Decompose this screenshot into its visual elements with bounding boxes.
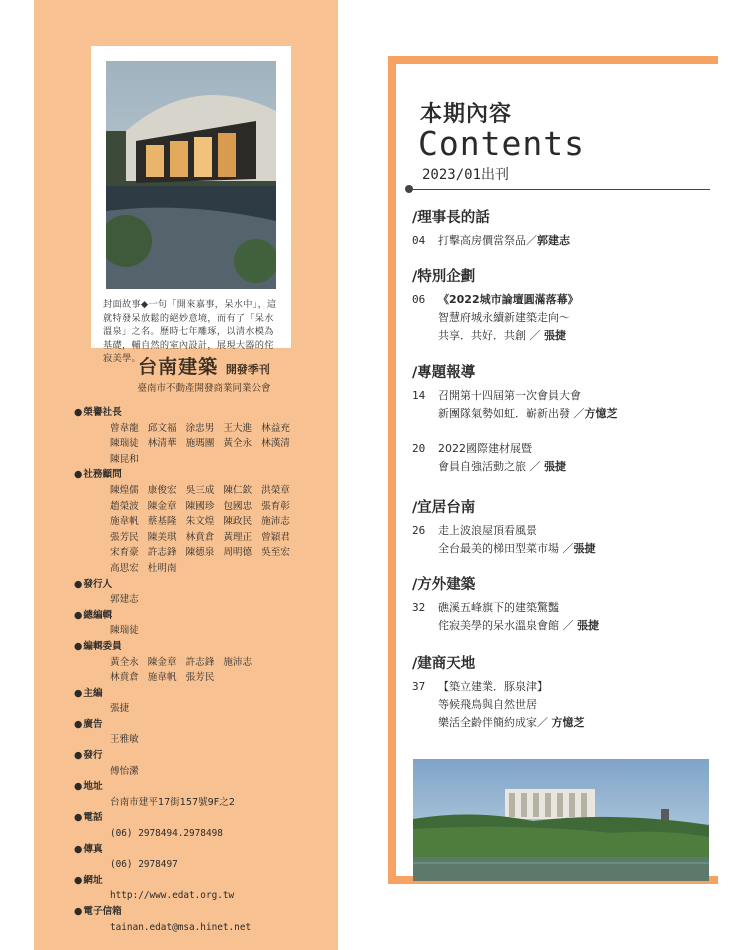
masthead-name: 林益充 bbox=[261, 422, 290, 434]
masthead-name: 張芳民 bbox=[110, 531, 139, 543]
page-number: 32 bbox=[412, 601, 426, 614]
masthead-name: 包國忠 bbox=[223, 500, 253, 512]
masthead-name: 許志鋒 bbox=[147, 547, 177, 559]
masthead-name: 張捷 bbox=[110, 703, 130, 715]
masthead-name: 黃全永 bbox=[223, 438, 253, 450]
masthead-row bbox=[74, 421, 364, 437]
magazine-title-block bbox=[104, 352, 304, 394]
entry-line-text: 樂活全齡伴簡約成家／ bbox=[438, 716, 548, 729]
masthead-name: 張芳民 bbox=[185, 672, 215, 684]
masthead-sidebar bbox=[34, 0, 338, 950]
masthead-name: (06) 2978497 bbox=[110, 859, 178, 871]
masthead-name: 涂忠男 bbox=[185, 422, 215, 434]
masthead-row bbox=[74, 670, 364, 686]
entry-line-text: 會員自強活動之旅 ／ bbox=[438, 460, 541, 473]
section-special bbox=[412, 265, 712, 345]
entry-author: 張捷 bbox=[577, 619, 599, 632]
masthead-name: 曾韋龍 bbox=[110, 422, 139, 434]
entry-line bbox=[412, 617, 712, 635]
masthead-name: 黃全永 bbox=[110, 656, 139, 668]
masthead-role: ● 發行 bbox=[74, 748, 364, 764]
masthead-name: 陳金章 bbox=[147, 656, 177, 668]
masthead-name: 宋育豪 bbox=[110, 547, 139, 559]
header-rule bbox=[410, 189, 710, 190]
issue-date: 2023/01出刊 bbox=[422, 167, 510, 183]
section-heading: /專題報導 bbox=[412, 365, 476, 381]
masthead-name: 陳瑞徒 bbox=[110, 625, 139, 637]
masthead-name: 施韋帆 bbox=[110, 516, 139, 528]
masthead-row bbox=[74, 545, 364, 561]
masthead-name: 傅怡瀠 bbox=[110, 765, 139, 777]
masthead-row bbox=[74, 920, 364, 936]
magazine-name: 台南建築 bbox=[138, 356, 219, 378]
section-chairman bbox=[412, 206, 712, 250]
masthead-role: ● 傳真 bbox=[74, 842, 364, 858]
section-heading: /方外建築 bbox=[412, 577, 476, 593]
masthead-row bbox=[74, 499, 364, 515]
page-number: 04 bbox=[412, 234, 426, 247]
masthead-role: ● 電話 bbox=[74, 810, 364, 826]
section-heading: /宜居台南 bbox=[412, 500, 476, 516]
masthead-name: 陳昆和 bbox=[110, 453, 139, 465]
masthead-role: ● 總編輯 bbox=[74, 608, 364, 624]
masthead-name: 郭建志 bbox=[110, 594, 139, 606]
masthead-name: 陳瑞徒 bbox=[110, 438, 139, 450]
masthead-name: 陳金章 bbox=[147, 500, 177, 512]
entry-author: 方憶芝 bbox=[551, 716, 585, 729]
toc-entry[interactable] bbox=[412, 522, 712, 558]
masthead-name: 康俊宏 bbox=[147, 484, 177, 496]
masthead-row bbox=[74, 732, 364, 748]
entry-line-text: 共享．共好．共創 ／ bbox=[438, 329, 541, 342]
entry-title: 走上波浪屋頂看風景 bbox=[438, 524, 537, 537]
entry-line bbox=[412, 714, 712, 732]
masthead-role: ● 廣告 bbox=[74, 717, 364, 733]
masthead-row bbox=[74, 452, 364, 468]
masthead-name: 曾穎君 bbox=[261, 531, 290, 543]
masthead-row bbox=[74, 701, 364, 717]
masthead-name: 施瑪團 bbox=[185, 438, 215, 450]
section-heading: /建商天地 bbox=[412, 656, 476, 672]
masthead-role: ● 地址 bbox=[74, 779, 364, 795]
masthead-name: 林賁倉 bbox=[110, 672, 139, 684]
masthead-role: ● 電子信箱 bbox=[74, 904, 364, 920]
toc-entry[interactable] bbox=[412, 678, 712, 732]
masthead-role: ● 編輯委員 bbox=[74, 639, 364, 655]
masthead-row bbox=[74, 514, 364, 530]
section-livable bbox=[412, 496, 712, 558]
entry-line: 等候飛鳥與自然世居 bbox=[438, 698, 537, 711]
section-builders bbox=[412, 652, 712, 732]
entry-author: 方憶芝 bbox=[584, 407, 618, 420]
magazine-title bbox=[104, 352, 304, 379]
masthead-name: 陳仁欽 bbox=[223, 484, 253, 496]
section-heading: /理事長的話 bbox=[412, 210, 490, 226]
masthead-name: 張育彰 bbox=[261, 500, 290, 512]
masthead-name: 林漢清 bbox=[261, 438, 290, 450]
toc-title-en: Contents bbox=[418, 124, 585, 163]
masthead-name: 許志鋒 bbox=[185, 656, 215, 668]
masthead-row bbox=[74, 623, 364, 639]
masthead-name: 蔡基隆 bbox=[147, 516, 177, 528]
masthead-name: 施沛志 bbox=[223, 656, 253, 668]
toc-entry[interactable] bbox=[412, 599, 712, 635]
masthead-name: 趙榮波 bbox=[110, 500, 139, 512]
magazine-type: 開發季刊 bbox=[225, 363, 270, 376]
masthead-row bbox=[74, 764, 364, 780]
entry-author: 郭建志 bbox=[537, 234, 570, 247]
masthead-row bbox=[74, 795, 364, 811]
entry-author: 張捷 bbox=[544, 329, 566, 342]
section-report bbox=[412, 361, 712, 476]
section-heading: /特別企劃 bbox=[412, 269, 476, 285]
entry-title: 召開第十四屆第一次會員大會 bbox=[438, 389, 581, 402]
page-number: 06 bbox=[412, 293, 426, 306]
page-number: 20 bbox=[412, 442, 426, 455]
toc-entry[interactable] bbox=[412, 232, 712, 250]
entry-line-text: 全台最美的梯田型菜市場 ／ bbox=[438, 542, 574, 555]
entry-line bbox=[412, 458, 712, 476]
toc-title: 本期內容 bbox=[420, 102, 513, 127]
entry-line-text: 新團隊氣勢如虹．嶄新出發 ／ bbox=[438, 407, 585, 420]
entry-title: 打擊高房價當祭品／ bbox=[438, 234, 537, 247]
entry-title: 【築立建業．豚泉津】 bbox=[438, 680, 548, 693]
masthead-name: (06) 2978494.2978498 bbox=[110, 828, 223, 840]
masthead-name: 陳國珍 bbox=[185, 500, 215, 512]
entry-line bbox=[412, 327, 712, 345]
masthead-name: 施沛志 bbox=[261, 516, 290, 528]
page-number: 37 bbox=[412, 680, 426, 693]
masthead-role: ● 社務顧問 bbox=[74, 467, 364, 483]
entry-author: 張捷 bbox=[573, 542, 596, 555]
masthead-name: 林賁倉 bbox=[185, 531, 215, 543]
masthead-role: ● 網址 bbox=[74, 873, 364, 889]
toc-entry[interactable] bbox=[412, 291, 712, 345]
masthead-name: 王大進 bbox=[223, 422, 253, 434]
masthead-row bbox=[74, 592, 364, 608]
masthead-row bbox=[74, 530, 364, 546]
masthead-role: ● 主編 bbox=[74, 686, 364, 702]
masthead-name: 朱文煌 bbox=[185, 516, 215, 528]
entry-title: 《2022城市論壇圓滿落幕》 bbox=[438, 293, 579, 306]
masthead-row bbox=[74, 655, 364, 671]
entry-line-text: 侘寂美學的呆水溫泉會館 ／ bbox=[438, 619, 574, 632]
magazine-publisher: 臺南市不動產開發商業同業公會 bbox=[137, 383, 271, 394]
entry-line bbox=[412, 405, 712, 423]
page-number: 26 bbox=[412, 524, 426, 537]
building-landscape-illustration bbox=[413, 759, 709, 881]
masthead-list bbox=[74, 405, 364, 935]
masthead-name: 陳美琪 bbox=[147, 531, 177, 543]
masthead-name: 邱文福 bbox=[147, 422, 177, 434]
masthead-name: 高思宏 bbox=[110, 562, 139, 574]
masthead-row bbox=[74, 483, 364, 499]
cover-building-illustration bbox=[106, 61, 276, 289]
masthead-role: ● 榮譽社長 bbox=[74, 405, 364, 421]
masthead-name: 林清華 bbox=[147, 438, 177, 450]
masthead-name: 洪榮章 bbox=[261, 484, 290, 496]
entry-author: 張捷 bbox=[544, 460, 566, 473]
entry-line bbox=[412, 540, 712, 558]
masthead-name: 陳德泉 bbox=[185, 547, 215, 559]
masthead-row bbox=[74, 857, 364, 873]
masthead-row bbox=[74, 561, 364, 577]
masthead-name: 陳政民 bbox=[223, 516, 253, 528]
section-architecture bbox=[412, 573, 712, 635]
toc-entry[interactable] bbox=[412, 440, 712, 476]
entry-title: 2022國際建材展暨 bbox=[438, 442, 532, 455]
cover-story-card bbox=[91, 46, 291, 364]
cover-caption: 封面故事◆一句「開來嘉事，呆水中」，這就特發呆放鬆的絕妙意境，而有了「呆水溫泉」之名。歷時七年雕琢，以清水模為基礎，輔自然的室內設計，展現大器的侘寂美學。 bbox=[103, 299, 277, 364]
masthead-row bbox=[74, 436, 364, 452]
toc-entry[interactable] bbox=[412, 387, 712, 423]
masthead-name: 黃理正 bbox=[223, 531, 253, 543]
masthead-name: 王雅敏 bbox=[110, 734, 139, 746]
cover-photo bbox=[106, 61, 276, 289]
masthead-name: 吳至宏 bbox=[261, 547, 290, 559]
masthead-name: 周明德 bbox=[223, 547, 253, 559]
masthead-row bbox=[74, 888, 364, 904]
masthead-name: 台南市建平17街157號9F之2 bbox=[110, 796, 235, 808]
entry-line: 智慧府城永續新建築走向～ bbox=[438, 311, 570, 324]
masthead-name: http://www.edat.org.tw bbox=[110, 890, 235, 902]
masthead-name: 吳三成 bbox=[185, 484, 215, 496]
masthead-row bbox=[74, 826, 364, 842]
masthead-name: 杜明南 bbox=[147, 562, 177, 574]
masthead-name: 施韋帆 bbox=[147, 672, 177, 684]
page-number: 14 bbox=[412, 389, 426, 402]
masthead-name: tainan.edat@msa.hinet.net bbox=[110, 921, 252, 933]
feature-photo bbox=[413, 759, 709, 881]
entry-title: 礁溪五峰旗下的建築驚豔 bbox=[438, 601, 559, 614]
masthead-name: 陳煌儒 bbox=[110, 484, 139, 496]
masthead-role: ● 發行人 bbox=[74, 577, 364, 593]
